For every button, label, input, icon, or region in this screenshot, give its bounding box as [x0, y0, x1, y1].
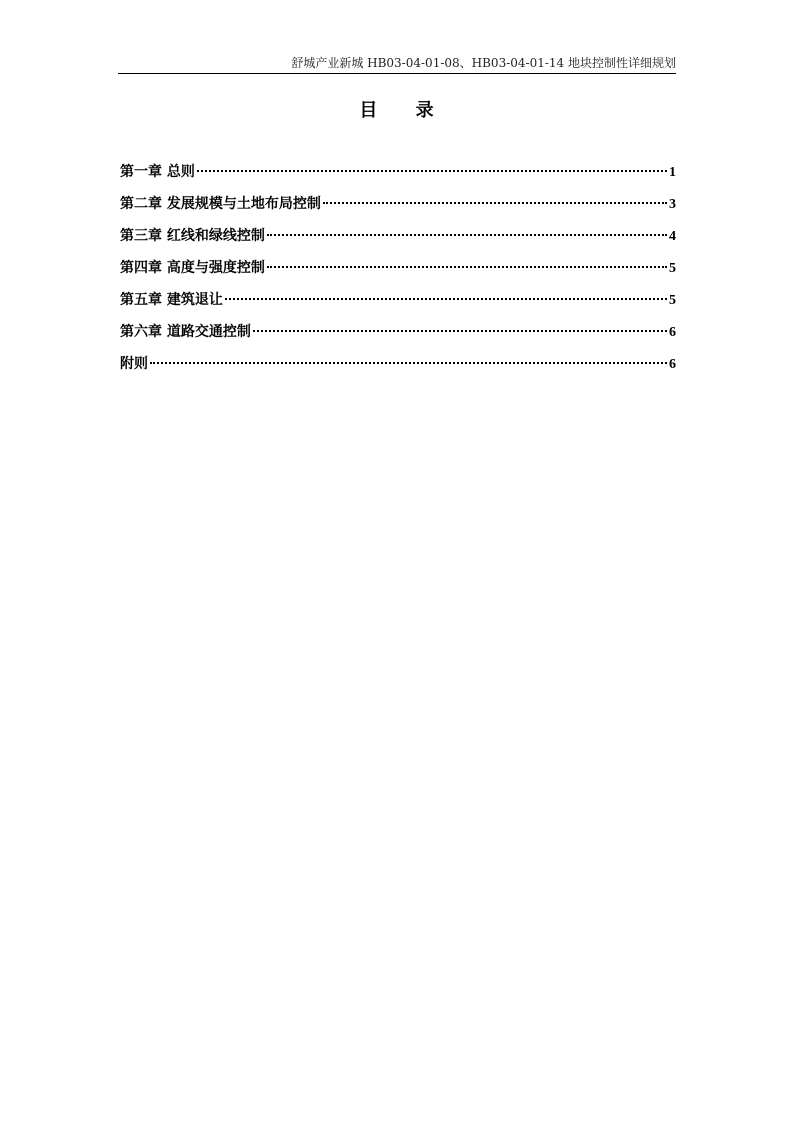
toc-entry-label: 第五章 建筑退让: [120, 292, 223, 308]
toc-entry[interactable]: [120, 316, 676, 348]
table-of-contents: [120, 156, 676, 380]
toc-entry[interactable]: [120, 284, 676, 316]
toc-dot-leader: [323, 202, 667, 204]
toc-entry-page: 6: [669, 357, 676, 372]
toc-dot-leader: [267, 266, 667, 268]
toc-entry[interactable]: [120, 156, 676, 188]
toc-entry-page: 4: [669, 229, 676, 244]
toc-title: 目 录: [359, 100, 450, 121]
running-header: [118, 55, 676, 74]
toc-dot-leader: [267, 234, 667, 236]
toc-entry-page: 6: [669, 325, 676, 340]
toc-dot-leader: [225, 298, 667, 300]
toc-dot-leader: [253, 330, 667, 332]
toc-entry-label: 第四章 高度与强度控制: [120, 260, 265, 276]
toc-entry[interactable]: [120, 348, 676, 380]
toc-dot-leader: [150, 362, 667, 364]
toc-entry-page: 5: [669, 261, 676, 276]
toc-entry[interactable]: [120, 220, 676, 252]
toc-dot-leader: [197, 170, 667, 172]
toc-entry[interactable]: [120, 252, 676, 284]
toc-entry-label: 第三章 红线和绿线控制: [120, 228, 265, 244]
running-header-text: 舒城产业新城 HB03-04-01-08、HB03-04-01-14 地块控制性详细规划: [291, 56, 676, 70]
toc-entry-label: 第一章 总则: [120, 164, 195, 180]
toc-entry[interactable]: [120, 188, 676, 220]
toc-entry-page: 5: [669, 293, 676, 308]
toc-entry-page: 1: [669, 165, 676, 180]
toc-entry-label: 第二章 发展规模与土地布局控制: [120, 196, 321, 212]
toc-entry-page: 3: [669, 197, 676, 212]
toc-entry-label: 第六章 道路交通控制: [120, 324, 251, 340]
toc-entry-label: 附则: [120, 356, 148, 372]
